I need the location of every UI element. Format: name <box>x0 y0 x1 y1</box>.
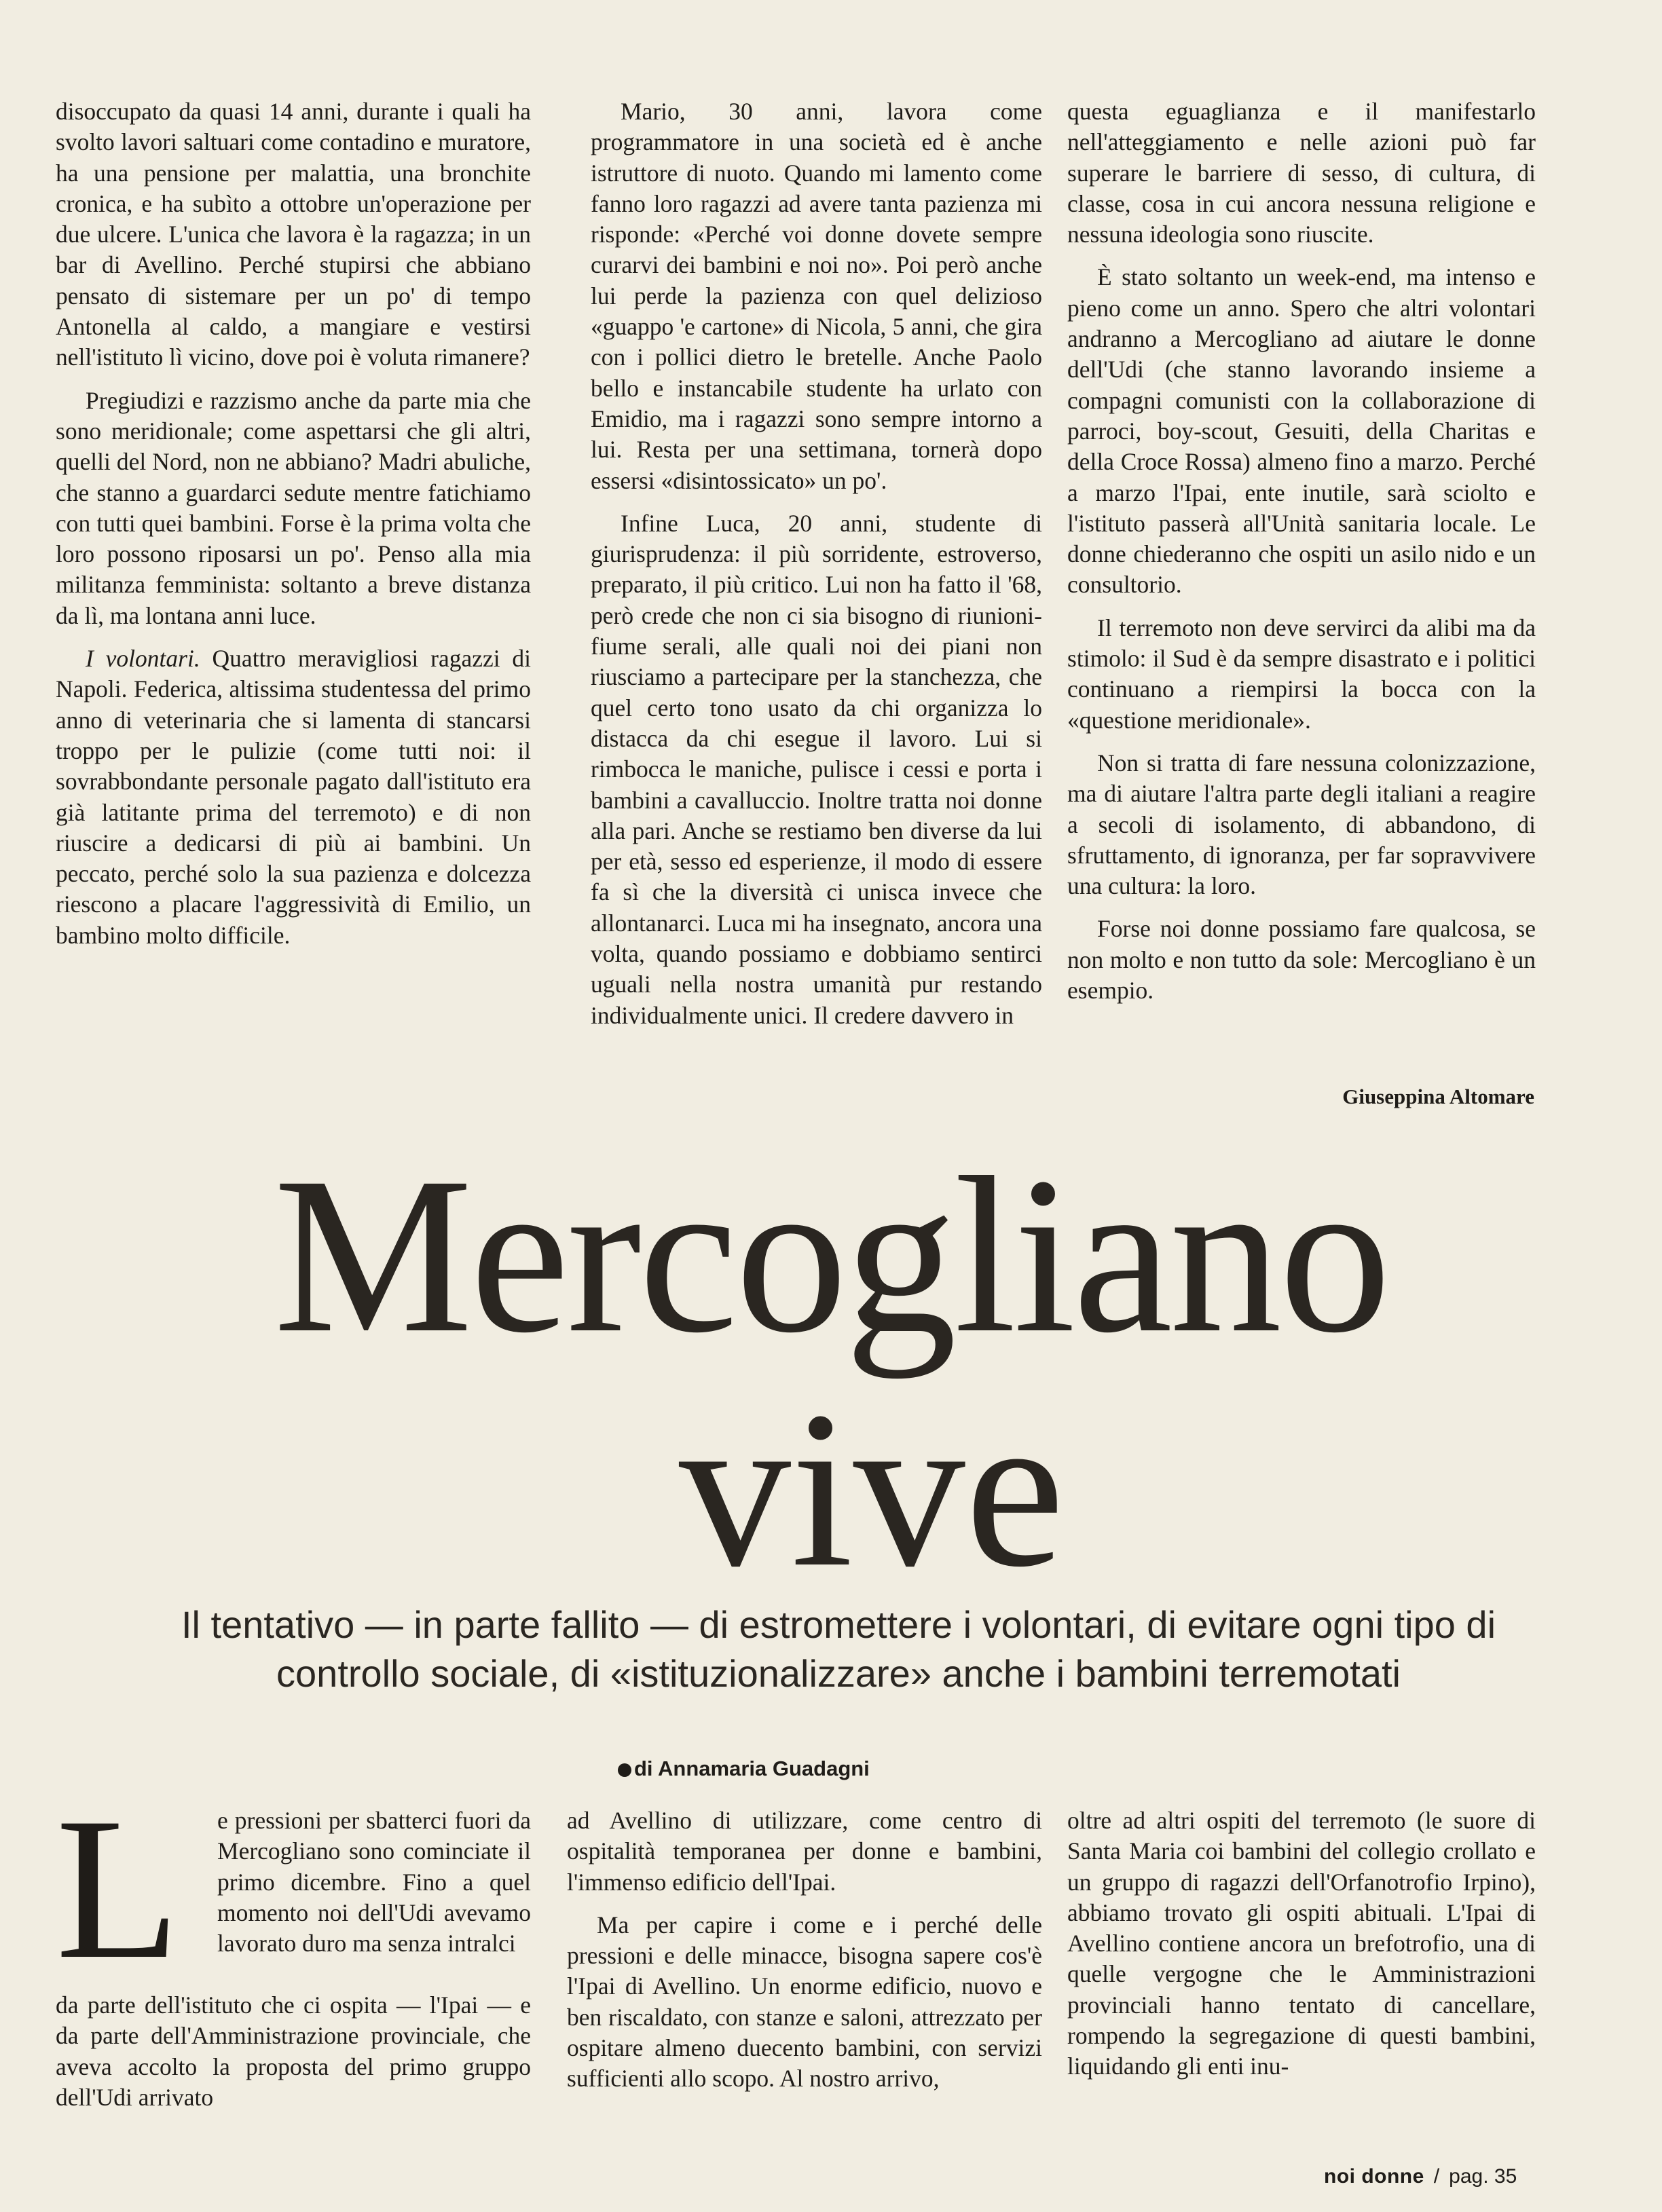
column-top-3 <box>1067 96 1536 1018</box>
paragraph: Forse noi donne possiamo fare qualcosa, se non molto e non tutto da sole: Mercogliano è un esempio. <box>1067 915 1536 1005</box>
paragraph: disoccupato da quasi 14 anni, durante i quali ha svolto lavori saltuari come contadino e muratore, ha una pensione per malattia, una bronchite cronica, e ha subìto a ottobre un'operazione per due ulcere. L'unica che lavora è la ragazza; in un bar di Avellino. Perché stupirsi che abbiano pensato di sistemare per un po' di tempo Antonella al caldo, a mangiare e vestirsi nell'istituto lì vicino, dove poi è voluta rimanere? <box>56 98 531 371</box>
column-top-2 <box>591 96 1042 1043</box>
paragraph: Pregiudizi e razzismo anche da parte mia che sono meridionale; come aspettarsi che gli altri, quelli del Nord, non ne abbiano? Madri abuliche, che stanno a guardarci sedute mentre fatichiamo con tutti quei bambini. Forse è la prima volta che loro possono riposarsi un po'. Penso alla mia militanza femminista: soltanto a breve distanza da lì, ma lontana anni luce. <box>56 386 531 629</box>
headline-line-2: vive <box>678 1366 1065 1613</box>
paragraph: Ma per capire i come e i perché delle pressioni e delle minacce, bisogna sapere cos'è l'Ipai di Avellino. Un enorme edificio, nuovo e ben riscaldato, con stanze e saloni, attrezzato per ospitare almeno duecento bambini, con servizi sufficienti allo scopo. Al nostro arrivo, <box>567 1911 1042 2093</box>
article-col1-bottom: da parte dell'istituto che ci ospita — l'Ipai — e da parte dell'Amministrazione provinciale, che aveva accolto la proposta del primo gruppo dell'Udi arrivato <box>56 1991 531 2111</box>
paragraph: Mario, 30 anni, lavora come programmatore in una società ed è anche istruttore di nuoto. Quando mi lamento come fanno loro ragazzi ad avere tanta pazienza mi risponde: «Perché voi donne dovete sempre curarvi dei bambini e noi no». Poi però anche lui perde la pazienza con quel delizioso «guappo 'e cartone» di Nicola, 5 anni, che gira con i pollici dietro le bretelle. Anche Paolo bello e instancabile studente ha urlato con Emidio, ma i ragazzi sono sempre intorno a lui. Resta per una settimana, tornerà dopo essersi «disintossicato» un po'. <box>591 98 1042 494</box>
byline <box>618 1757 870 1781</box>
paragraph: È stato soltanto un week-end, ma intenso e pieno come un anno. Spero che altri volontari andranno a Mercogliano ad aiutare le donne dell'Udi (che stanno lavorando insieme a compagni comunisti con la collaborazione di parroci, boy-scout, Gesuiti, della Charitas e della Croce Rossa) almeno fino a marzo. Perché a marzo l'Ipai, ente inutile, sarà sciolto e l'istituto passerà all'Unità sanitaria locale. Le donne chiederanno che ospiti un asilo nido e un consultorio. <box>1067 263 1536 599</box>
article-column-2 <box>567 1805 1042 2107</box>
paragraph: Non si tratta di fare nessuna colonizzazione, ma di aiutare l'altra parte degli italiani a reagire a secoli di isolamento, di abbandono, di sfruttamento, di ignoranza, per far sopravvivere una cultura: la loro. <box>1067 749 1536 900</box>
paragraph: Infine Luca, 20 anni, studente di giurisprudenza: il più sorridente, estroverso, preparato, il più critico. Lui non ha fatto il '68, però crede che non ci sia bisogno di riunioni-fiume serali, alle quali noi dei piani non riusciamo a partecipare per la stanchezza, che quel certo tono usato da chi organizza lo distacca da chi esegue il lavoro. Lui si rimbocca le maniche, pulisce i cessi e porta i bambini a cavalluccio. Inoltre tratta noi donne alla pari. Anche se restiamo ben diverse da lui per età, sesso ed esperienze, il modo di essere fa sì che la diversità ci unisca invece che allontanarci. Luca mi ha insegnato, ancora una volta, quando possiamo e dobbiamo sentirci uguali nella nostra umanità pur restando individualmente unici. Il credere davvero in <box>591 509 1042 1029</box>
magazine-name: noi donne <box>1324 2165 1424 2188</box>
article-col1-top: e pressioni per sbatterci fuori da Mercogliano sono cominciate il primo dicembre. Fino a quel momento noi dell'Udi avevamo lavorato duro ma senza intralci <box>217 1807 531 1957</box>
italic-lead: I volontari. <box>86 645 200 673</box>
byline-text: di Annamaria Guadagni <box>634 1757 870 1780</box>
column-top-1 <box>56 96 531 963</box>
paragraph: ad Avellino di utilizzare, come centro di ospitalità temporanea per donne e bambini, l'immenso edificio dell'Ipai. <box>567 1807 1042 1896</box>
author-signature: Giuseppina Altomare <box>1342 1085 1534 1108</box>
paragraph: oltre ad altri ospiti del terremoto (le suore di Santa Maria coi bambini del collegio crollato e un gruppo di ragazzi dell'Orfanotrofio Irpino), abbiamo trovato gli ospiti abituali. L'Ipai di Avellino contiene ancora un brefotrofio, una di quelle vergogne che le Amministrazioni provinciali hanno tentato di cancellare, rompendo la segregazione di questi bambini, liquidando gli enti inu- <box>1067 1807 1536 2080</box>
paragraph <box>56 643 531 951</box>
subtitle: Il tentativo — in parte fallito — di estromettere i volontari, di evitare ogni tipo di controllo sociale, di «istituzionalizzare» anche i bambini terremotati <box>181 1603 1496 1695</box>
headline-line-1: Mercogliano <box>273 1131 1389 1379</box>
drop-cap: L <box>56 1776 181 2001</box>
bullet-icon <box>618 1763 631 1777</box>
page-number: pag. 35 <box>1449 2165 1517 2188</box>
footer-separator: / <box>1433 2165 1440 2188</box>
paragraph: Il terremoto non deve servirci da alibi ma da stimolo: il Sud è da sempre disastrato e i politici continuano a riempirsi la bocca con la «questione meridionale». <box>1067 614 1536 734</box>
page-footer <box>1324 2165 1517 2188</box>
paragraph: questa eguaglianza e il manifestarlo nell'atteggiamento e nelle azioni può far superare le barriere di sesso, di cultura, di classe, cosa in cui ancora nessuna religione e nessuna ideologia sono riuscite. <box>1067 98 1536 248</box>
article-column-3 <box>1067 1805 1536 2095</box>
paragraph-text: Quattro meravigliosi ragazzi di Napoli. Federica, altissima studentessa del primo anno di veterinaria che si lamenta di stancarsi troppo per le pulizie (come tutti noi: il sovrabbondante personale pagato dall'istituto era già latitante prima del terremoto) e di non riuscire a dedicarsi di più ai bambini. Un peccato, perché solo la sua pazienza e dolcezza riescono a placare l'aggressività di Emilio, un bambino molto difficile. <box>56 645 532 949</box>
